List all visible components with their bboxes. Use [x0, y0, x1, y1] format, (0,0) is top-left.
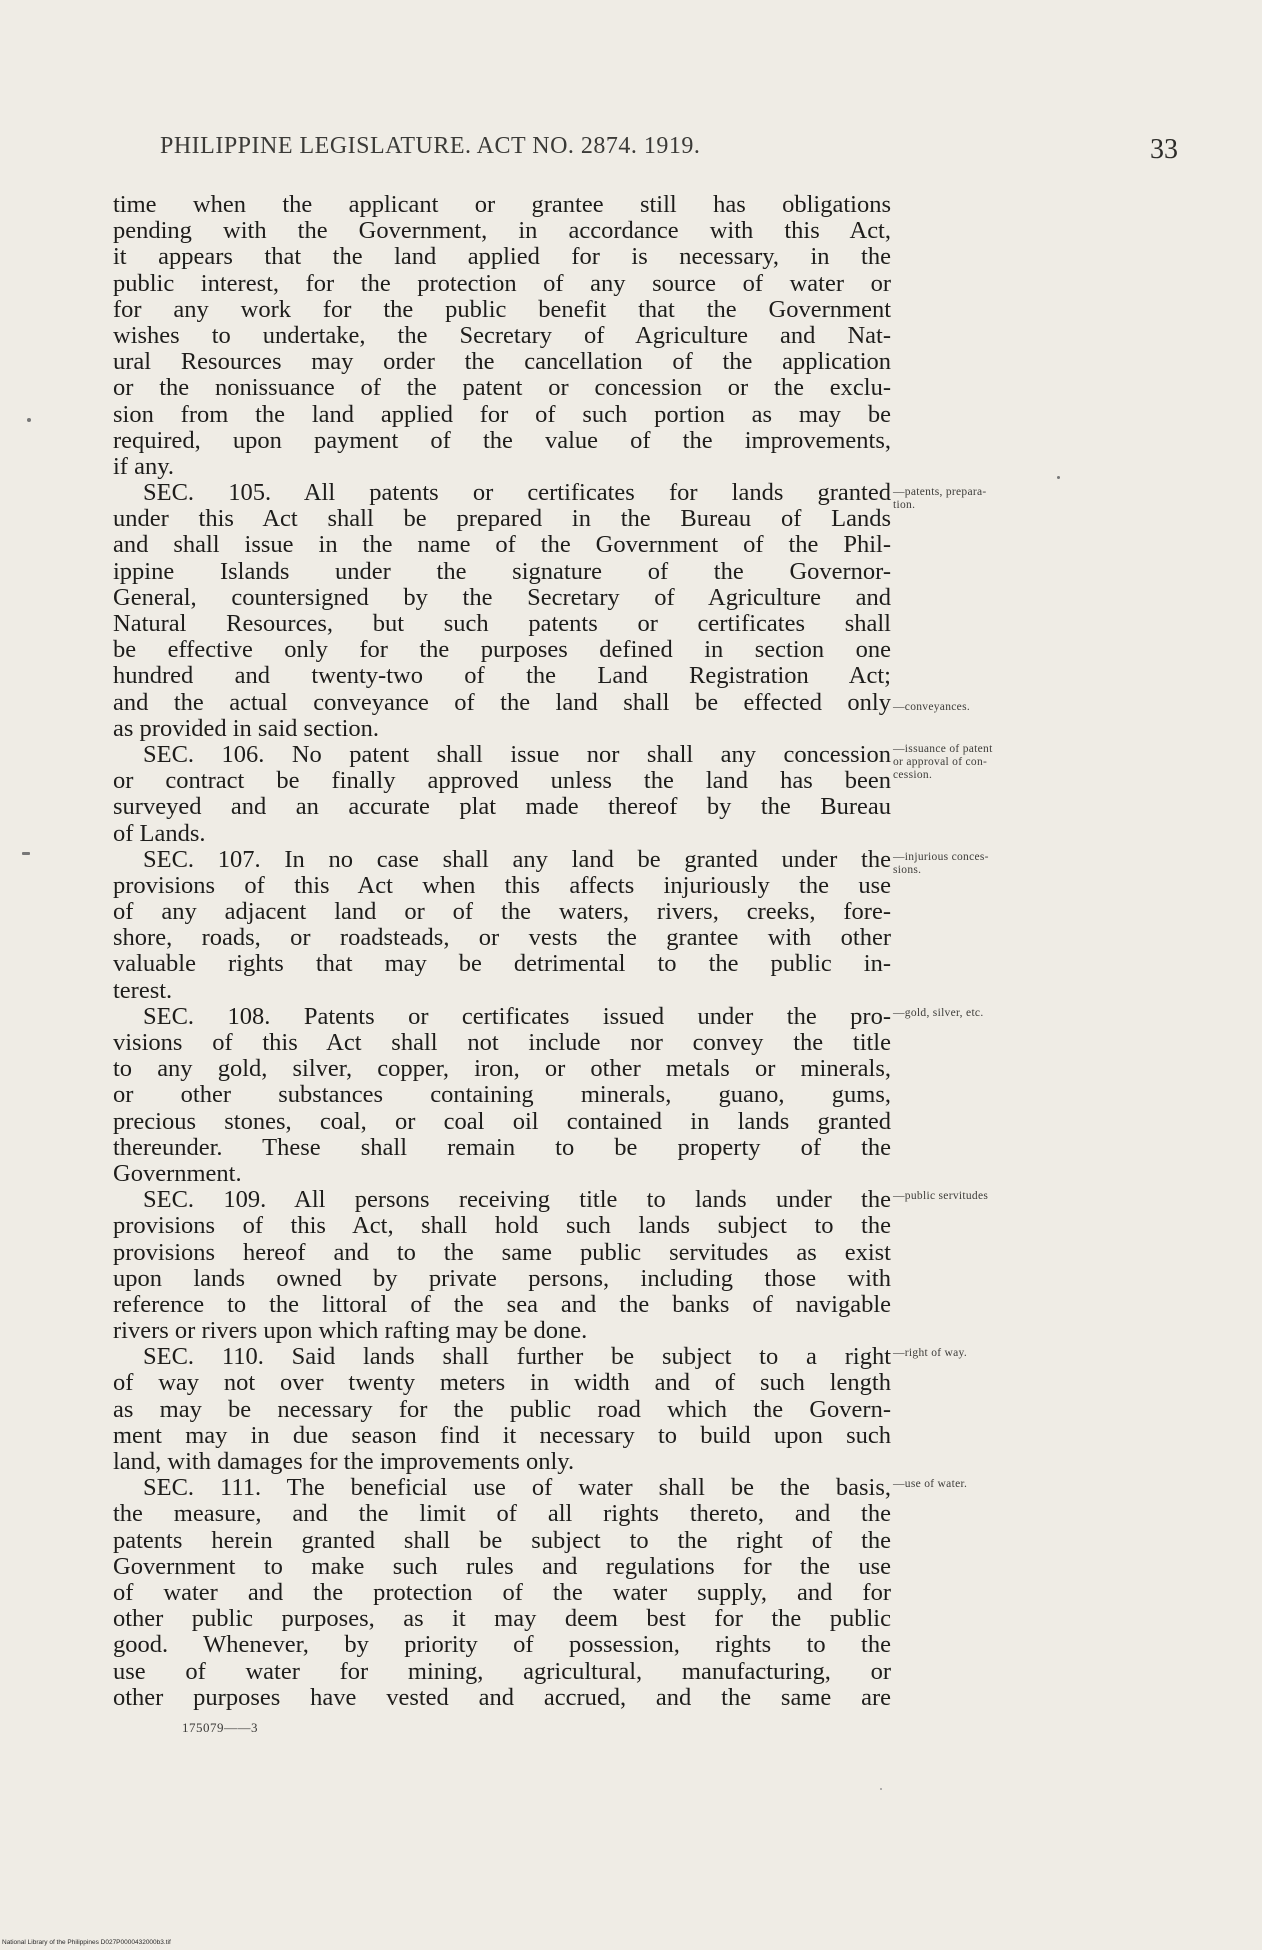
text-line: or contract be finally approved unless the land has been — [113, 768, 891, 795]
scan-speck — [22, 852, 30, 855]
text-line: ural Resources may order the cancellation of the application — [113, 349, 891, 376]
text-line: of Lands. — [113, 820, 206, 847]
text-line: of any adjacent land or of the waters, rivers, creeks, fore- — [113, 899, 891, 926]
text-line: patents herein granted shall be subject to the right of the — [113, 1527, 891, 1554]
text-line: valuable rights that may be detrimental to the public in- — [113, 951, 891, 978]
text-line: good. Whenever, by priority of possession, rights to the — [113, 1632, 891, 1659]
text-line: thereunder. These shall remain to be property of the — [113, 1134, 891, 1161]
text-line: for any work for the public benefit that the Government — [113, 296, 891, 323]
scan-speck — [1057, 476, 1060, 479]
margin-note-injurious-concessions: —injurious conces- sions. — [893, 851, 989, 876]
text-line: the measure, and the limit of all rights thereto, and the — [113, 1501, 891, 1528]
text-line: sion from the land applied for of such portion as may be — [113, 401, 891, 428]
text-line: time when the applicant or grantee still has obligations — [113, 192, 891, 218]
text-line: use of water for mining, agricultural, manufacturing, or — [113, 1658, 891, 1685]
text-line: under this Act shall be prepared in the Bureau of Lands — [113, 506, 891, 533]
section-110-start: SEC. 110. Said lands shall further be subject to a right — [143, 1344, 891, 1371]
text-line: Natural Resources, but such patents or certificates shall — [113, 611, 891, 637]
text-line: to any gold, silver, copper, iron, or other metals or minerals, — [113, 1056, 891, 1083]
text-line: or other substances containing minerals, guano, gums, — [113, 1082, 891, 1109]
text-line: land, with damages for the improvements only. — [113, 1449, 575, 1475]
section-111-start: SEC. 111. The beneficial use of water shall be the basis, — [143, 1475, 891, 1502]
text-line: Government. — [113, 1160, 242, 1187]
text-line: reference to the littoral of the sea and the banks of navigable — [113, 1291, 891, 1318]
text-line: it appears that the land applied for is necessary, in the — [113, 244, 891, 271]
section-107-start: SEC. 107. In no case shall any land be granted under the — [143, 846, 891, 873]
text-line: and the actual conveyance of the land shall be effected only — [113, 689, 891, 716]
text-line: upon lands owned by private persons, including those with — [113, 1265, 891, 1292]
text-line: visions of this Act shall not include nor convey the title — [113, 1030, 891, 1056]
text-line: provisions of this Act, shall hold such lands subject to the — [113, 1213, 891, 1240]
text-line: General, countersigned by the Secretary of Agriculture and — [113, 584, 891, 611]
text-line: pending with the Government, in accordance with this Act, — [113, 218, 891, 245]
margin-note-public-servitudes: —public servitudes — [893, 1190, 989, 1202]
text-line: hundred and twenty-two of the Land Registration Act; — [113, 663, 891, 690]
text-line: ment may in due season find it necessary to build upon such — [113, 1422, 891, 1449]
page-number: 33 — [1150, 134, 1178, 165]
text-line: surveyed and an accurate plat made thereof by the Bureau — [113, 794, 891, 821]
text-line: of water and the protection of the water supply, and for — [113, 1579, 891, 1606]
text-line: rivers or rivers upon which rafting may be done. — [113, 1318, 588, 1345]
text-line: and shall issue in the name of the Government of the Phil- — [113, 532, 891, 559]
text-line: if any. — [113, 453, 174, 480]
text-line: be effective only for the purposes defined in section one — [113, 637, 891, 664]
text-line: wishes to undertake, the Secretary of Agriculture and Nat- — [113, 322, 891, 349]
text-line: provisions hereof and to the same public servitudes as exist — [113, 1239, 891, 1266]
text-line: as provided in said section. — [113, 715, 380, 742]
margin-note-right-of-way: —right of way. — [893, 1347, 968, 1359]
text-line: required, upon payment of the value of the improvements, — [113, 427, 891, 454]
text-line: terest. — [113, 977, 173, 1004]
margin-note-issuance-of-patent: —issuance of patent or approval of con- cession. — [893, 743, 993, 781]
margin-note-use-of-water: —use of water. — [893, 1478, 968, 1490]
body-text — [113, 192, 891, 1711]
text-line: provisions of this Act when this affects injuriously the use — [113, 872, 891, 899]
margin-note-patents-preparation: —patents, prepara- tion. — [893, 486, 987, 511]
scan-speck — [880, 1788, 882, 1790]
text-line: shore, roads, or roadsteads, or vests the grantee with other — [113, 925, 891, 952]
text-line: of way not over twenty meters in width and of such length — [113, 1370, 891, 1397]
scan-credit: National Library of the Philippines D027P0000432000b3.tif — [2, 1939, 171, 1946]
section-106-start: SEC. 106. No patent shall issue nor shall any concession — [143, 741, 891, 768]
text-line: other purposes have vested and accrued, and the same are — [113, 1684, 891, 1711]
running-head: PHILIPPINE LEGISLATURE. ACT NO. 2874. 1919. — [160, 133, 701, 159]
margin-note-gold-silver: —gold, silver, etc. — [893, 1007, 984, 1019]
section-109-start: SEC. 109. All persons receiving title to lands under the — [143, 1187, 891, 1214]
text-line: precious stones, coal, or coal oil contained in lands granted — [113, 1108, 891, 1135]
text-line: as may be necessary for the public road which the Govern- — [113, 1396, 891, 1423]
text-line: ippine Islands under the signature of the Governor- — [113, 558, 891, 585]
section-108-start: SEC. 108. Patents or certificates issued under the pro- — [143, 1003, 891, 1030]
text-line: public interest, for the protection of any source of water or — [113, 270, 891, 297]
text-line: Government to make such rules and regulations for the use — [113, 1553, 891, 1580]
text-line: other public purposes, as it may deem best for the public — [113, 1606, 891, 1633]
margin-note-conveyances: —conveyances. — [893, 701, 971, 713]
signature-mark: 175079——3 — [182, 1720, 258, 1735]
text-line: or the nonissuance of the patent or concession or the exclu- — [113, 375, 891, 402]
section-105-start: SEC. 105. All patents or certificates for lands granted — [143, 480, 891, 507]
scan-speck — [27, 418, 31, 422]
